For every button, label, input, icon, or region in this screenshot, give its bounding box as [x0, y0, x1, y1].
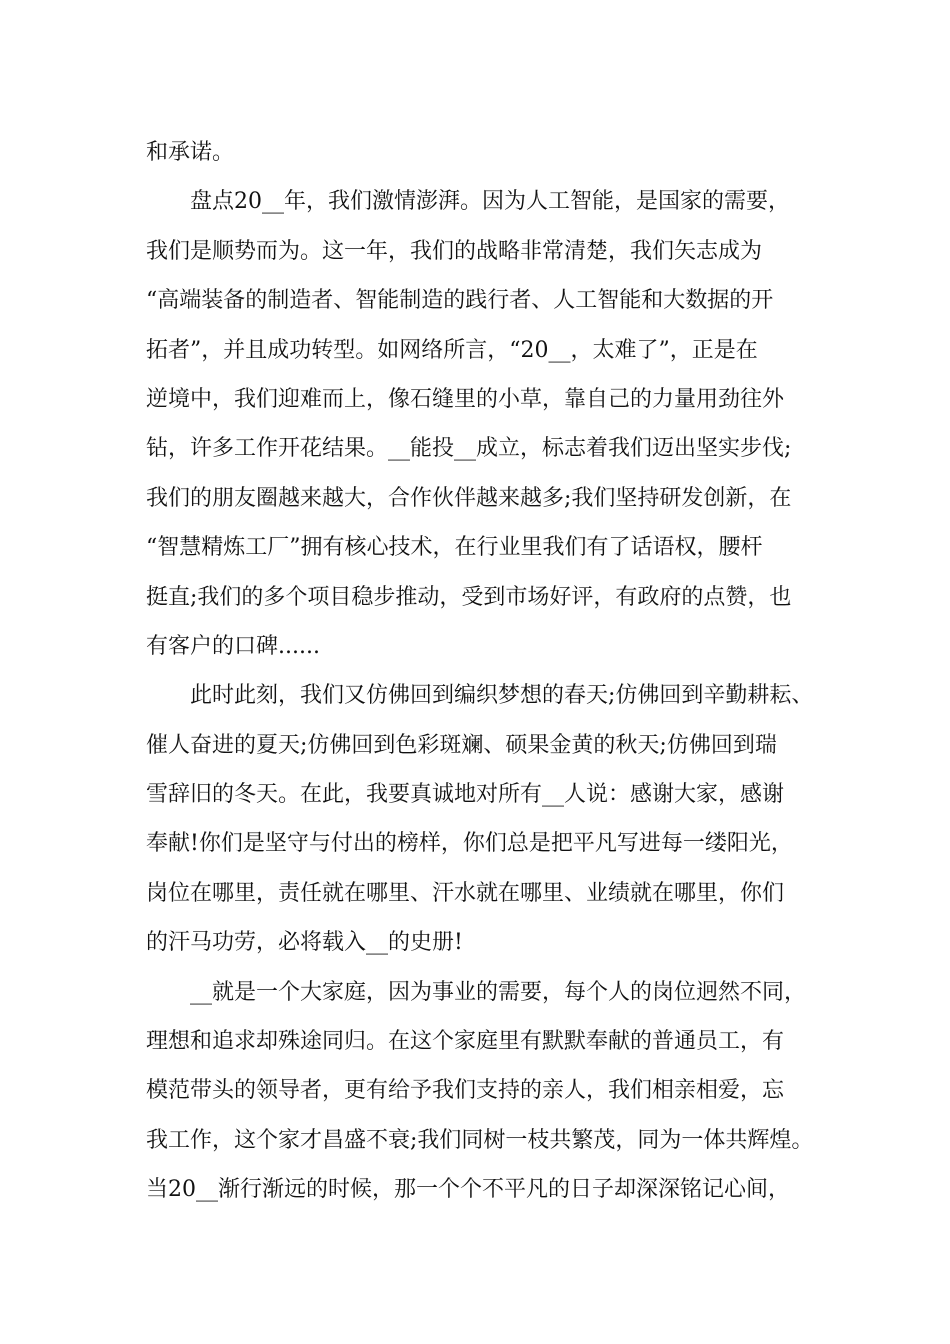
- paragraph-start-line: 盘点20__年，我们激情澎湃。因为人工智能，是国家的需要，: [190, 189, 790, 215]
- text-line-16: 岗位在哪里，责任就在哪里、汗水就在哪里、业绩就在哪里，你们: [146, 880, 785, 906]
- text-line-15: 奉献!你们是坚守与付出的榜样，你们总是把平凡写进每一缕阳光，: [146, 831, 793, 857]
- paragraph-start-line: 此时此刻，我们又仿佛回到编织梦想的春天;仿佛回到辛勤耕耘、: [190, 683, 814, 709]
- text-line-6: 逆境中，我们迎难而上，像石缝里的小草，靠自己的力量用劲往外: [146, 386, 785, 412]
- text-line-13: 催人奋进的夏天;仿佛回到色彩斑斓、硕果金黄的秋天;仿佛回到瑞: [146, 732, 777, 758]
- text-line-7: 钻，许多工作开花结果。__能投__成立，标志着我们迈出坚实步伐;: [146, 436, 792, 462]
- text-line-9: “智慧精炼工厂”拥有核心技术，在行业里我们有了话语权，腰杆: [146, 535, 763, 561]
- text-line-22: 当20__渐行渐远的时候，那一个个不平凡的日子却深深铭记心间，: [146, 1177, 790, 1203]
- text-line-11: 有客户的口碑......: [146, 633, 320, 659]
- text-line-3: 我们是顺势而为。这一年，我们的战略非常清楚，我们矢志成为: [146, 238, 763, 264]
- text-line-5: 拓者”，并且成功转型。如网络所言，“20__，太难了”，正是在: [146, 337, 758, 363]
- text-line-8: 我们的朋友圈越来越大，合作伙伴越来越多;我们坚持研发创新，在: [146, 485, 792, 511]
- text-line-19: 理想和追求却殊途同归。在这个家庭里有默默奉献的普通员工，有: [146, 1029, 785, 1055]
- text-line-17: 的汗马功劳，必将载入__的史册!: [146, 930, 463, 956]
- text-line-21: 我工作，这个家才昌盛不衰;我们同树一枝共繁茂，同为一体共辉煌。: [146, 1127, 814, 1153]
- body-text: [146, 128, 836, 1215]
- text-line-10: 挺直;我们的多个项目稳步推动，受到市场好评，有政府的点赞，也: [146, 584, 792, 610]
- paragraph-start-line: __就是一个大家庭，因为事业的需要，每个人的岗位迥然不同，: [190, 979, 807, 1005]
- text-line-20: 模范带头的领导者，更有给予我们支持的亲人，我们相亲相爱，忘: [146, 1078, 785, 1104]
- text-line-14: 雪辞旧的冬天。在此，我要真诚地对所有__人说：感谢大家，感谢: [146, 782, 785, 808]
- text-line-4: “高端装备的制造者、智能制造的践行者、人工智能和大数据的开: [146, 288, 774, 314]
- text-line-1: 和承诺。: [146, 140, 235, 165]
